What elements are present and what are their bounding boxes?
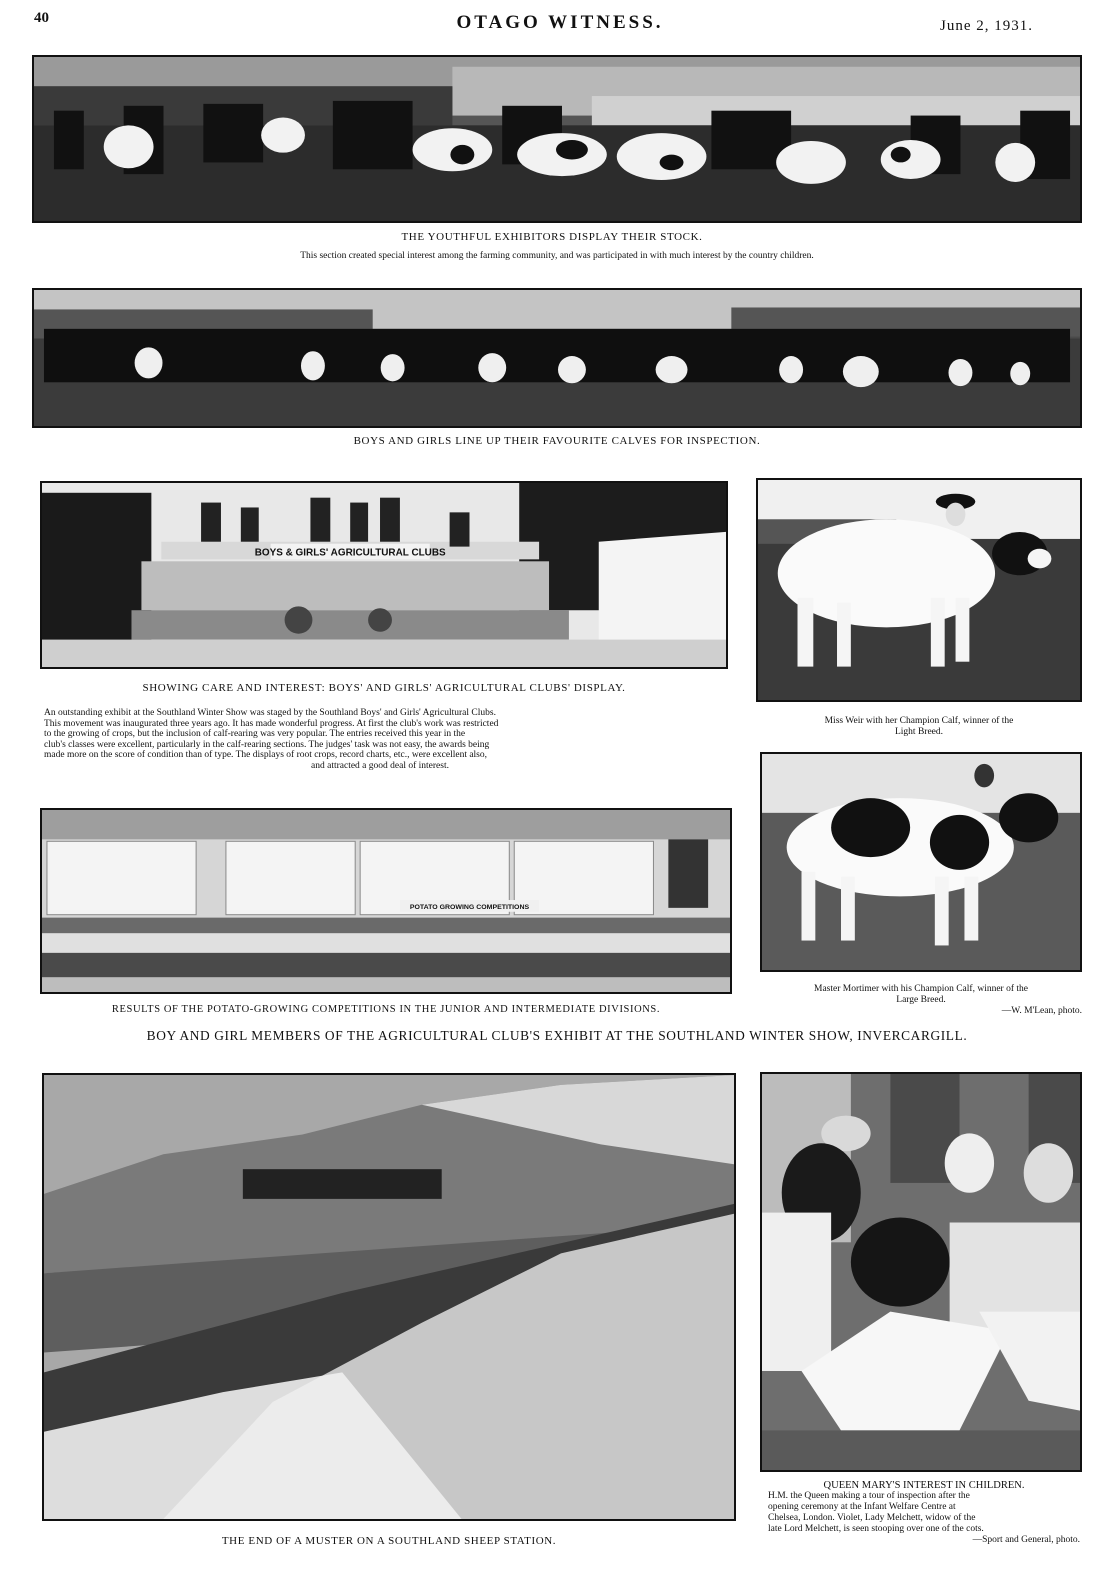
caption-master-mortimer-line-2: Large Breed. [896,995,946,1005]
credit-mclean: —W. M'Lean, photo. [1001,1006,1082,1016]
section-headline: BOY AND GIRL MEMBERS OF THE AGRICULTURAL CLUB'S EXHIBIT AT THE SOUTHLAND WINTER SHOW, INVERCARGILL. [146,1028,968,1043]
caption-sheep-muster: THE END OF A MUSTER ON A SOUTHLAND SHEEP STATION. [221,1535,557,1547]
photo-clubs-display [40,481,728,669]
display-banner: BOYS & GIRLS' AGRICULTURAL CLUBS [254,547,446,559]
photo-calves-lineup [32,288,1082,428]
clubs-article-line-6: and attracted a good deal of interest. [311,760,449,771]
photo-exhibitors-stock [32,55,1082,223]
queen-mary-line-2: opening ceremony at the Infant Welfare Centre at [768,1502,956,1512]
photo-miss-weir-image [758,480,1080,700]
photo-master-mortimer [760,752,1082,972]
queen-mary-caption-block [768,1480,1080,1546]
photo-clubs-display-image [42,483,726,667]
queen-mary-line-4: late Lord Melchett, is seen stooping over one of the cots. [768,1524,984,1534]
clubs-article-line-1: An outstanding exhibit at the Southland Winter Show was staged by the Southland Boys' and Girls' Agricultural Clubs. [44,708,496,718]
caption-miss-weir-line-1: Miss Weir with her Champion Calf, winner of the [824,716,1014,726]
caption-exhibitors-stock: THE YOUTHFUL EXHIBITORS DISPLAY THEIR STOCK. [401,231,703,243]
clubs-article-line-3: to the growing of crops, but the inclusion of calf-rearing was very popular. The entries received this year in the [44,729,466,740]
photo-queen-mary-image [762,1074,1080,1470]
masthead: OTAGO WITNESS. [456,12,664,33]
caption-clubs-display: SHOWING CARE AND INTEREST: BOYS' AND GIRLS' AGRICULTURAL CLUBS' DISPLAY. [142,682,626,694]
photo-potato-results [40,808,732,994]
page-number: 40 [34,10,49,26]
caption-potato-results: RESULTS OF THE POTATO-GROWING COMPETITIONS IN THE JUNIOR AND INTERMEDIATE DIVISIONS. [111,1004,661,1015]
potato-banner: POTATO GROWING COMPETITIONS [409,903,530,911]
clubs-article-line-5: made more on the score of condition than of type. The displays of root crops, record charts, etc., were excellent also, [44,750,488,761]
queen-mary-line-3: Chelsea, London. Violet, Lady Melchett, widow of the [768,1513,976,1523]
subcaption-exhibitors-stock: This section created special interest among the farming community, and was participated in with much interest by the country children. [300,251,814,261]
photo-exhibitors-stock-image [34,57,1080,221]
caption-master-mortimer-line-1: Master Mortimer with his Champion Calf, winner of the [814,984,1028,994]
clubs-article-line-4: club's classes were excellent, particularly in the calf-rearing sections. The judges' task was not easy, the awards being [44,739,490,750]
caption-master-mortimer [760,984,1082,1017]
issue-date: June 2, 1931. [940,18,1033,34]
photo-master-mortimer-image [762,754,1080,970]
photo-sheep-muster [42,1073,736,1521]
photo-potato-results-image [42,810,730,992]
caption-miss-weir-line-2: Light Breed. [894,727,943,737]
queen-mary-title: QUEEN MARY'S INTEREST IN CHILDREN. [823,1480,1025,1491]
caption-calves-lineup: BOYS AND GIRLS LINE UP THEIR FAVOURITE CALVES FOR INSPECTION. [353,435,761,447]
credit-sport-general: —Sport and General, photo. [972,1535,1080,1545]
photo-queen-mary [760,1072,1082,1472]
caption-miss-weir [756,716,1082,738]
clubs-article [44,708,716,772]
photo-calves-lineup-image [34,290,1080,426]
queen-mary-line-1: H.M. the Queen making a tour of inspection after the [768,1491,970,1501]
photo-sheep-muster-image [44,1075,734,1519]
clubs-article-line-2: This movement was inaugurated three years ago. It has made wonderful progress. At first the club's work was restricted [44,718,499,729]
photo-miss-weir [756,478,1082,702]
